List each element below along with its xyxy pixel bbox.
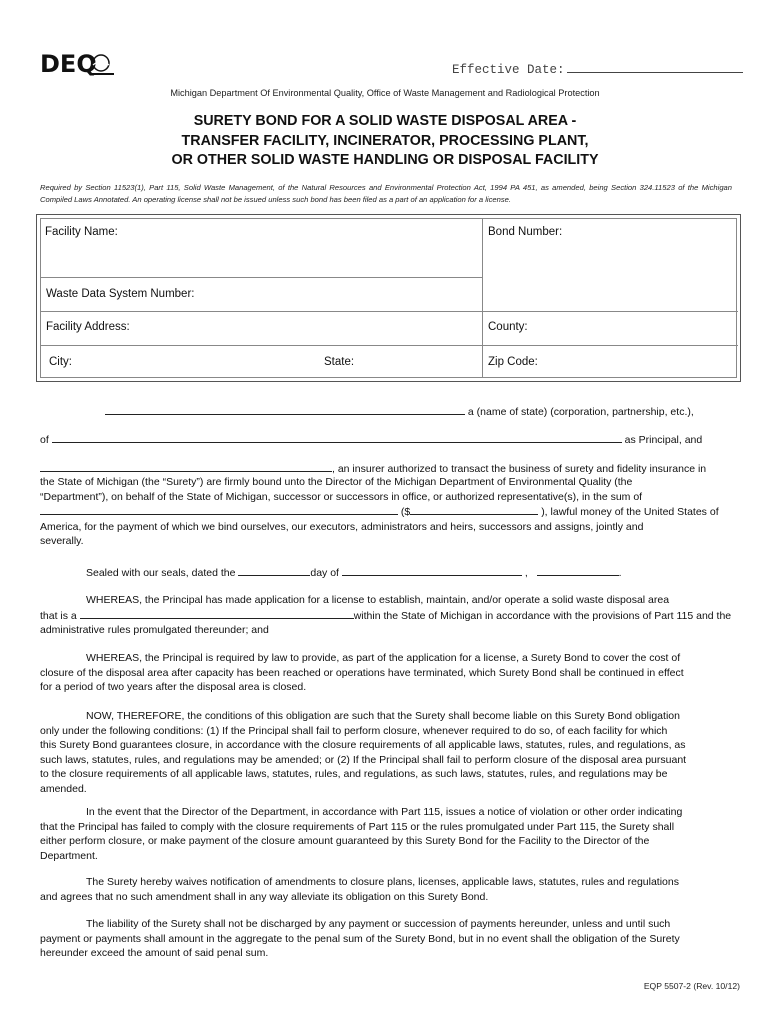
waiver-line-1: The Surety hereby waives notification of amendments to closure plans, licenses, applicable laws, statutes, rules and regulations — [86, 876, 679, 888]
penal-sum-words-blank[interactable] — [40, 504, 398, 515]
dollar-open: ($ — [400, 506, 411, 518]
event-line-3: either perform closure, or make payment of the closure amount guaranteed by this Surety Bond for the Facility to the Director of the — [40, 835, 650, 847]
sealed-comma: , — [524, 567, 528, 579]
lawful-money-text: ), lawful money of the United States of — [541, 506, 719, 518]
facility-form-box — [36, 214, 741, 382]
waste-data-system-number-field[interactable]: Waste Data System Number: — [46, 288, 195, 300]
bound-paragraph — [40, 475, 742, 549]
principal-state-line — [105, 404, 694, 420]
whereas-2-line-1: WHEREAS, the Principal is required by law to provide, as part of the application for a license, a Surety Bond to cover the cost of — [86, 652, 681, 664]
city-field[interactable]: City: — [49, 356, 72, 368]
liability-line-1: The liability of the Surety shall not be discharged by any payment or succession of payments hereunder, unless and until such — [86, 918, 671, 930]
event-line-2: that the Principal has failed to comply with the closure requirements of Part 115 or the rules promulgated under Part 115, the Surety shall — [40, 820, 675, 833]
whereas-1-paragraph — [40, 593, 742, 638]
within-state-text: within the State of Michigan in accordance with the provisions of Part 115 and the — [353, 609, 732, 622]
now-line-5: to the closure requirements of all applicable laws, statutes, rules, and regulations, as such laws, statutes, rules, and regulations may be — [40, 768, 668, 780]
bound-line-2: “Department”), on behalf of the State of Michigan, successor or successors in office, or authorized representative(s), in the sum of — [40, 490, 643, 503]
now-line-6: amended. — [40, 782, 87, 795]
principal-address-blank[interactable] — [52, 432, 622, 443]
whereas-1-line-3: administrative rules promulgated thereunder; and — [40, 624, 269, 636]
sealed-period: . — [618, 567, 622, 579]
principal-name-blank[interactable] — [105, 404, 465, 415]
deq-logo — [40, 48, 116, 78]
document-title — [0, 112, 770, 171]
whereas-1-line-1: WHEREAS, the Principal has made application for a license to establish, maintain, and/or operate a solid waste disposal area — [86, 594, 670, 606]
as-principal-text: as Principal, and — [624, 434, 703, 446]
liability-line-2: payment or payments shall amount in the aggregate to the penal sum of the Surety Bond, but in no event shall the obligation of the Surety — [40, 932, 680, 945]
now-line-2: only under the following conditions: (1) If the Principal shall fail to perform closure, whenever required to do so, of each facility for which — [40, 724, 668, 737]
whereas-2-paragraph — [40, 651, 742, 695]
now-line-3: this Surety Bond guarantees closure, in accordance with the closure requirements of all applicable laws, statutes, rules, and regulations, as — [40, 739, 686, 751]
bound-line-4: America, for the payment of which we bind ourselves, our executors, administrators and heirs, successors and assigns, jointly and — [40, 520, 644, 533]
liability-paragraph — [40, 917, 742, 961]
sealed-month-blank[interactable] — [342, 565, 522, 576]
bound-line-1: the State of Michigan (the “Surety”) are firmly bound unto the Director of the Michigan Department of Environmental Quality (the — [40, 476, 633, 488]
bound-line-3 — [40, 504, 742, 520]
facility-address-field[interactable]: Facility Address: — [46, 321, 130, 333]
facility-type-blank[interactable] — [80, 608, 354, 619]
form-number-footer: EQP 5507-2 (Rev. 10/12) — [643, 981, 740, 991]
that-is-a-text: that is a — [40, 609, 77, 622]
effective-date-line[interactable] — [567, 60, 743, 73]
statutory-requirement: Required by Section 11523(1), Part 115, Solid Waste Management, of the Natural Resources and Environmental Protection Act, 1994 PA 451, as amended, being Section 324.11523 of the Michigan Compiled Laws Annotated. An operating license shall not be issued unless such bond has been filed as a part of an application for a license. — [40, 183, 732, 204]
surety-name-blank[interactable] — [40, 461, 332, 472]
sealed-text: Sealed with our seals, dated the — [86, 567, 236, 579]
agency-name: Michigan Department Of Environmental Quality, Office of Waste Management and Radiological Protection — [170, 88, 600, 98]
logo-text: DEQ — [40, 50, 97, 78]
whereas-2-line-2: closure of the disposal area after capacity has been reached or operations have terminated, which Surety Bond shall be continued in effect — [40, 666, 684, 679]
form-row-divider-1 — [41, 277, 482, 278]
title-line-1: SURETY BOND FOR A SOLID WASTE DISPOSAL AREA - — [193, 113, 577, 129]
whereas-1-line-2 — [40, 608, 742, 624]
state-field[interactable]: State: — [324, 356, 355, 368]
title-line-3: OR OTHER SOLID WASTE HANDLING OR DISPOSAL FACILITY — [171, 152, 599, 168]
principal-type-text: a (name of state) (corporation, partnership, etc.), — [467, 406, 694, 418]
now-line-1: NOW, THEREFORE, the conditions of this obligation are such that the Surety shall become liable on this Surety Bond obligation — [86, 710, 680, 722]
penal-sum-amount-blank[interactable] — [410, 504, 538, 515]
now-line-4: such laws, statutes, rules, and regulations may be amended; or (2) If the Principal shall fail to perform closure of the disposal area pursuant — [40, 753, 687, 766]
facility-name-field[interactable]: Facility Name: — [45, 226, 118, 238]
form-column-divider — [482, 219, 483, 378]
event-line-1: In the event that the Director of the Department, in accordance with Part 115, issues a notice of violation or other order indicating — [86, 806, 683, 818]
effective-date-field[interactable] — [452, 60, 743, 77]
sealed-year-blank[interactable] — [537, 565, 619, 576]
waiver-line-2: and agrees that no such amendment shall in any way alleviate its obligation on this Surety Bond. — [40, 890, 489, 903]
surety-insurer-text: , an insurer authorized to transact the business of surety and fidelity insurance in — [332, 463, 707, 475]
day-of-text: day of — [310, 567, 339, 579]
waiver-paragraph — [40, 875, 742, 904]
effective-date-label: Effective Date: — [452, 63, 565, 77]
form-row-divider-2 — [41, 311, 738, 312]
facility-form-inner — [40, 218, 737, 378]
sealed-day-blank[interactable] — [238, 565, 310, 576]
principal-address-line — [40, 432, 702, 448]
liability-line-3: hereunder exceed the amount of said penal sum. — [40, 947, 269, 959]
title-line-2: TRANSFER FACILITY, INCINERATOR, PROCESSING PLANT, — [181, 132, 589, 149]
zip-code-field[interactable]: Zip Code: — [488, 356, 538, 368]
event-line-4: Department. — [40, 849, 98, 862]
bond-number-field[interactable]: Bond Number: — [488, 226, 563, 238]
of-label: of — [40, 434, 49, 446]
form-row-divider-3 — [41, 345, 738, 346]
now-therefore-paragraph — [40, 709, 742, 796]
sealed-line — [86, 565, 622, 581]
event-paragraph — [40, 805, 742, 863]
bound-line-5: severally. — [40, 535, 84, 547]
county-field[interactable]: County: — [488, 321, 528, 333]
whereas-2-line-3: for a period of two years after the disposal area is closed. — [40, 681, 307, 693]
